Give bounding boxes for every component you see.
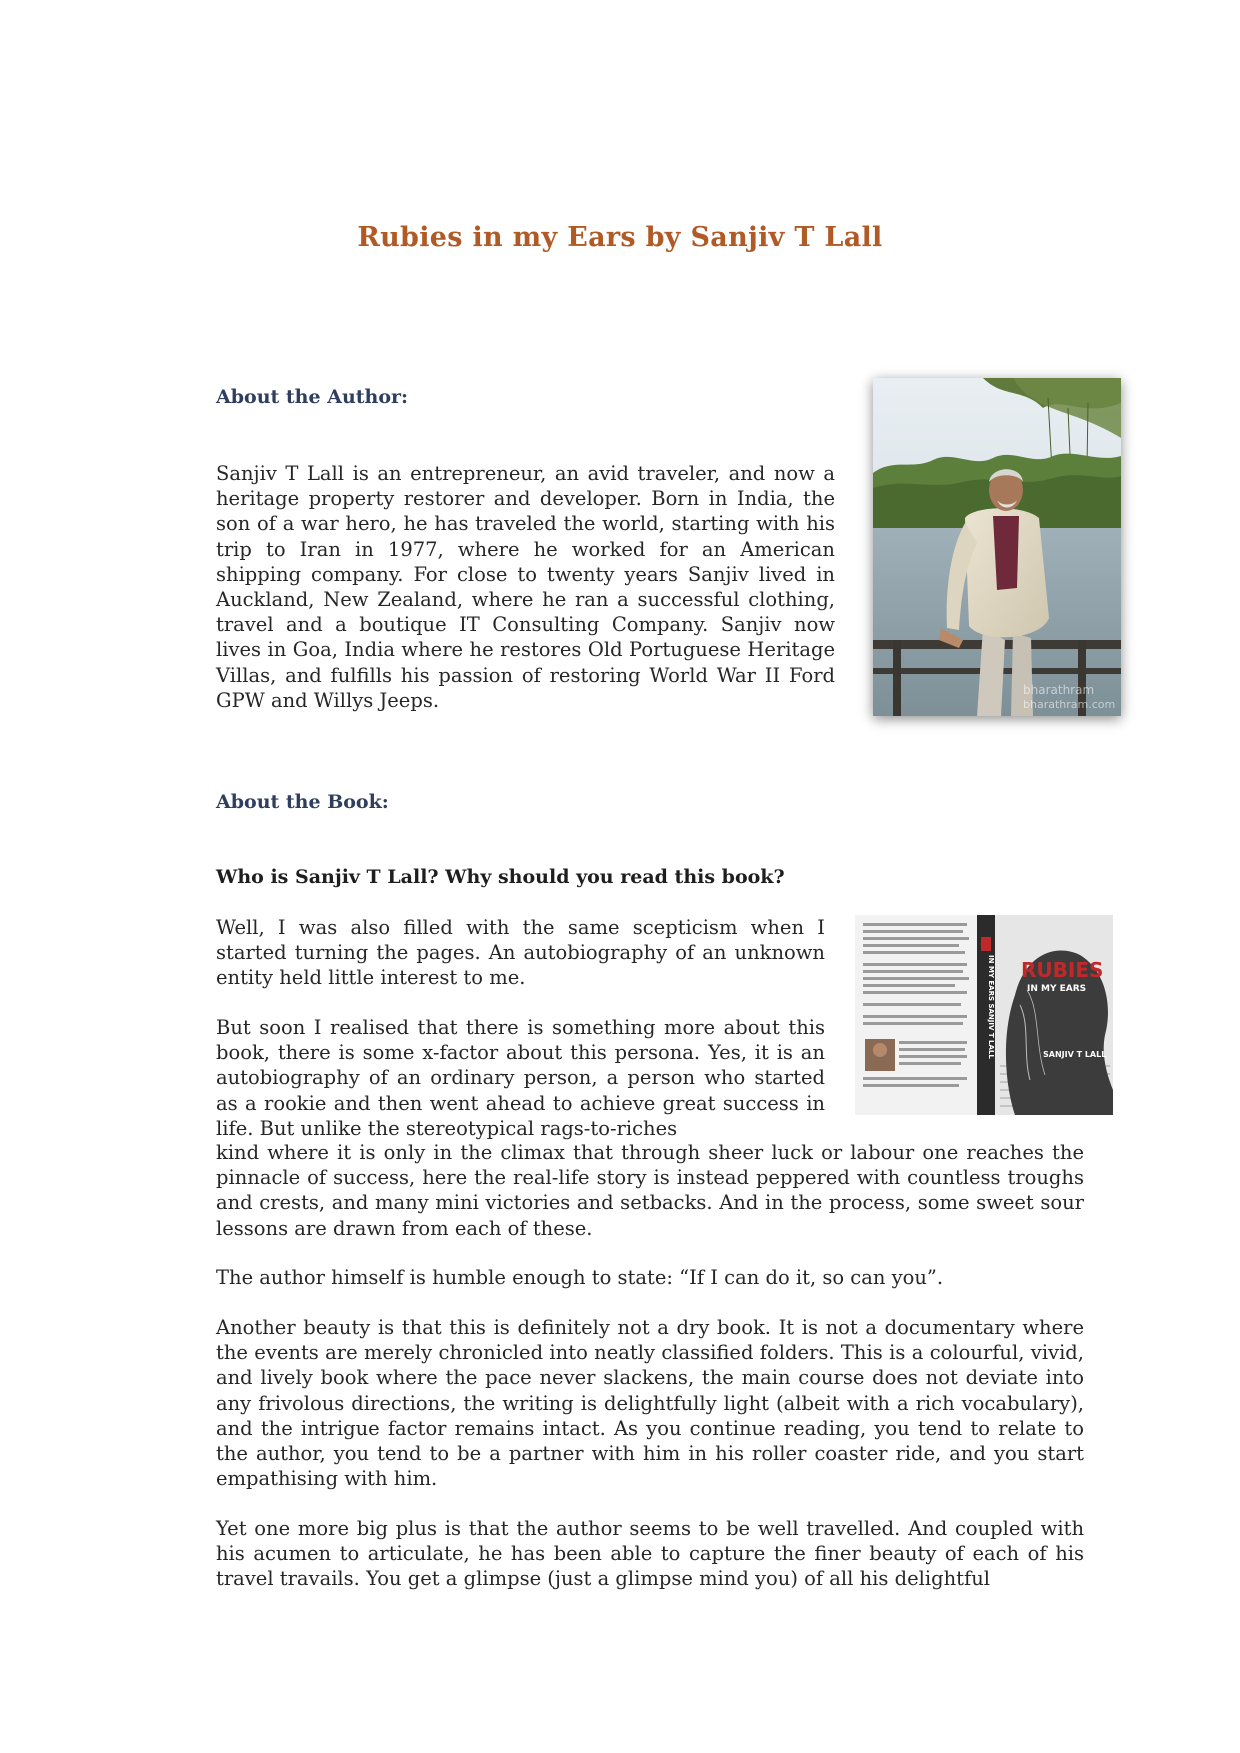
book-cover-image	[855, 915, 1113, 1115]
page-title: Rubies in my Ears by Sanjiv T Lall	[357, 222, 883, 253]
book-paragraph-1: Well, I was also filled with the same scepticism when I started turning the pages. An autobiography of an unknown entity held little interest to me.	[216, 916, 825, 990]
book-paragraph-5: Yet one more big plus is that the author seems to be well travelled. And coupled with his acumen to articulate, he has been able to capture the finer beauty of each of his travel travails. You get a glimpse (just a glimpse mind you) of all his delightful	[216, 1517, 1084, 1591]
book-question-subheading: Who is Sanjiv T Lall? Why should you read this book?	[216, 866, 785, 888]
cover-title: RUBIES	[1021, 958, 1104, 982]
book-paragraph-4: Another beauty is that this is definitely not a dry book. It is not a documentary where the events are merely chronicled into neatly classified folders. This is a colourful, vivid, and lively book where the pace never slackens, the main course does not deviate into any frivolous directions, the writing is delightfully light (albeit with a rich vocabulary), and the intrigue factor remains intact. As you continue reading, you tend to relate to the author, you tend to be a partner with him in his roller coaster ride, and you start empathising with him.	[216, 1316, 1084, 1491]
watermark-line2: bharathram.com	[1023, 698, 1116, 711]
author-photo	[873, 378, 1121, 716]
cover-author: SANJIV T LALL	[1043, 1050, 1107, 1059]
watermark-line1: bharathram	[1023, 683, 1095, 697]
cover-subtitle: IN MY EARS	[1027, 984, 1087, 994]
about-author-heading: About the Author:	[216, 386, 409, 408]
cover-spine-text: IN MY EARS SANJIV T LALL	[987, 955, 995, 1059]
book-paragraph-2b: kind where it is only in the climax that through sheer luck or labour one reaches the pinnacle of success, here the real-life story is instead peppered with countless troughs and crests, and many mini victories and setbacks. And in the process, some sweet sour lessons are drawn from each of these.	[216, 1141, 1084, 1240]
book-paragraph-2a: But soon I realised that there is something more about this book, there is some x-factor about this persona. Yes, it is an autobiography of an ordinary person, a person who started as a rookie and then went ahead to achieve great success in life. But unlike the stereotypical rags-to-riches	[216, 1016, 825, 1140]
about-book-heading: About the Book:	[216, 791, 389, 813]
about-author-text: Sanjiv T Lall is an entrepreneur, an avid traveler, and now a heritage property restorer and developer. Born in India, the son of a war hero, he has traveled the world, starting with his trip to Iran in 1977, where he worked for an American shipping company. For close to twenty years Sanjiv lived in Auckland, New Zealand, where he ran a successful clothing, travel and a boutique IT Consulting Company. Sanjiv now lives in Goa, India where he restores Old Portuguese Heritage Villas, and fulfills his passion of restoring World War II Ford GPW and Willys Jeeps.	[216, 462, 835, 712]
book-paragraph-3: The author himself is humble enough to state: “If I can do it, so can you”.	[216, 1266, 944, 1289]
